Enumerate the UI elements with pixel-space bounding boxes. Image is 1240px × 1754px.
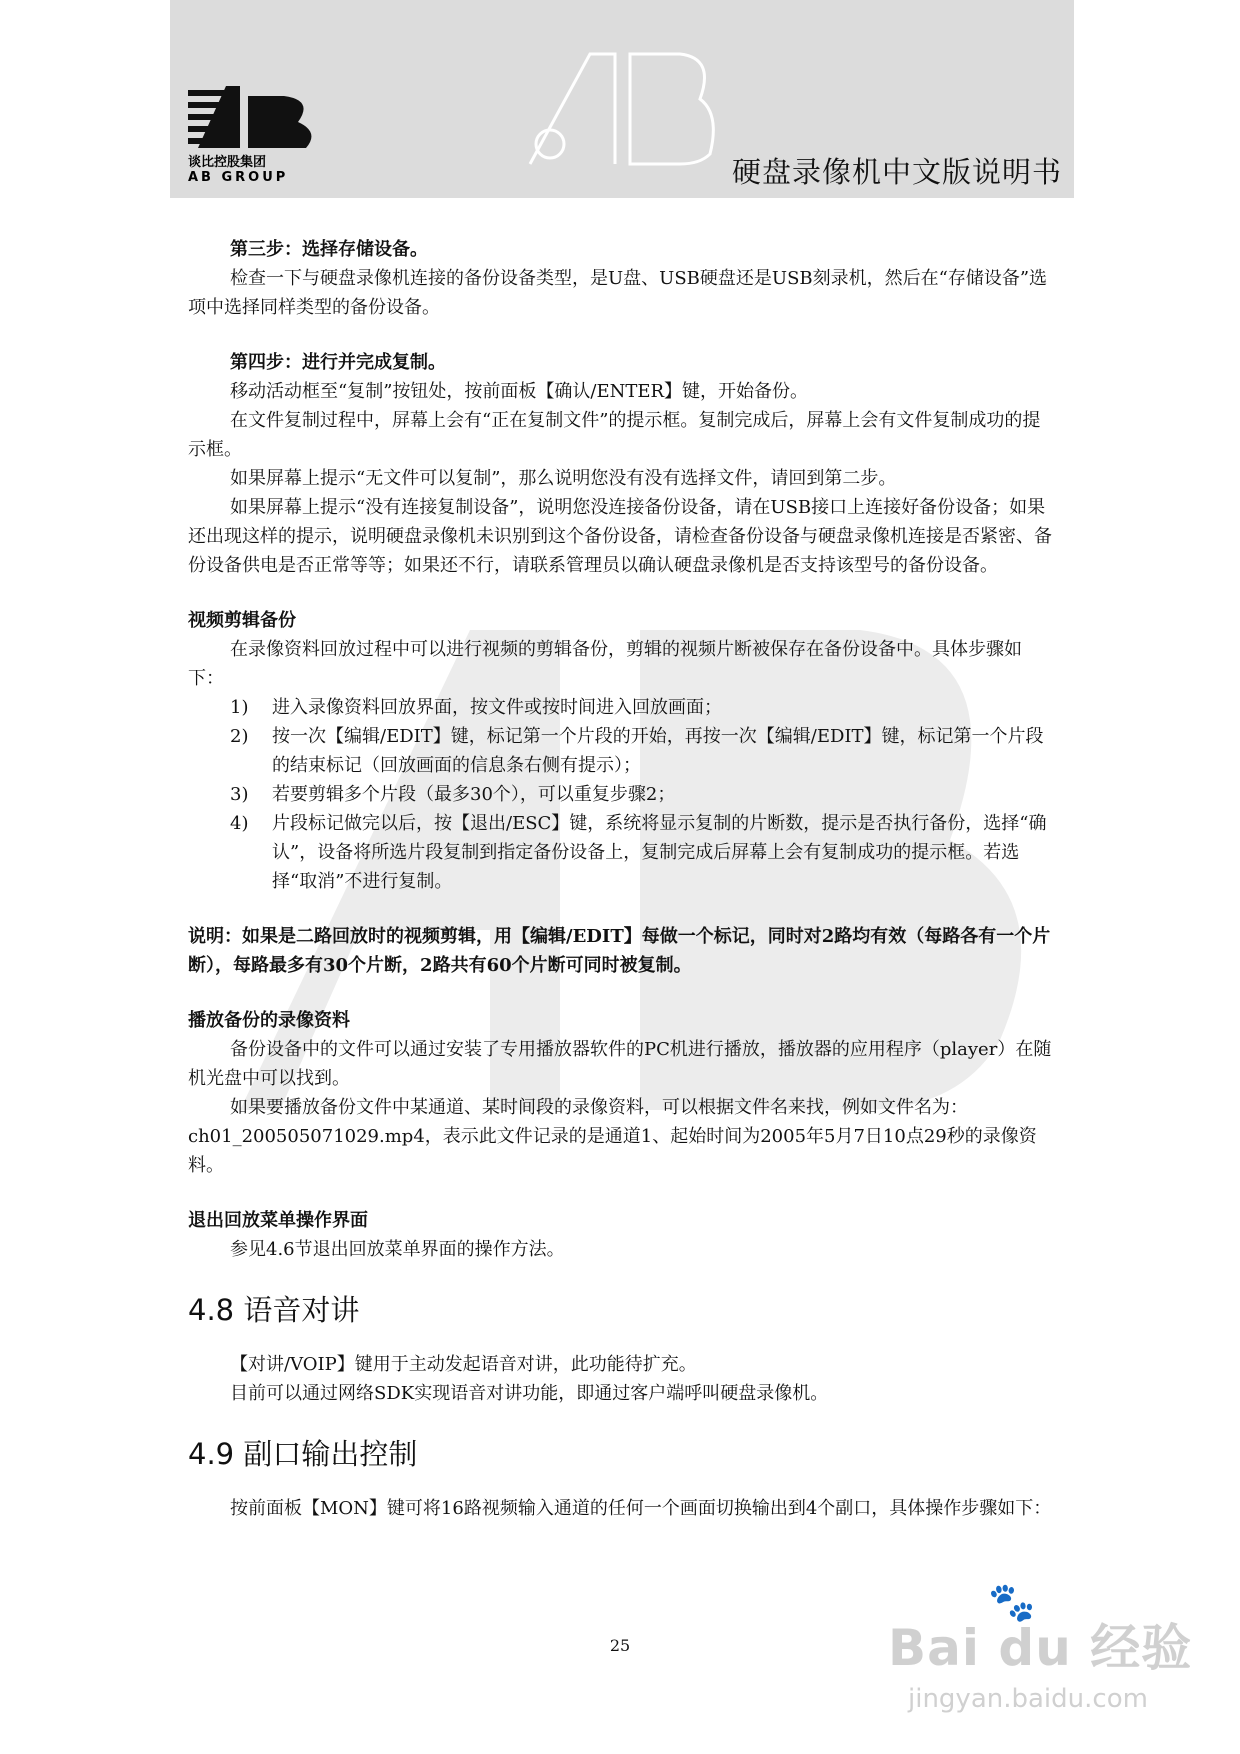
list-item [188, 809, 1056, 896]
watermark-brand: Bai du 经验 [888, 1619, 1193, 1677]
clip-steps-list [188, 693, 1056, 896]
list-item-text: 进入录像资料回放界面，按文件或按时间进入回放画面； [272, 697, 722, 718]
section-4-8-title: 4.8 语音对讲 [188, 1293, 360, 1327]
list-item-number: 4) [230, 813, 249, 834]
list-item-number: 2) [230, 726, 249, 747]
clip-heading: 视频剪辑备份 [188, 610, 296, 631]
list-item [188, 780, 1056, 809]
page-number: 25 [609, 1636, 631, 1655]
step3-heading: 第三步：选择存储设备。 [230, 239, 428, 260]
list-item-text: 片段标记做完以后，按【退出/ESC】键，系统将显示复制的片断数，提示是否执行备份，选择“确认”，设备将所选片段复制到指定备份设备上，复制完成后屏幕上会有复制成功的提示框。若选择“取消”不进行复制。 [272, 813, 1047, 892]
section-4-9-title: 4.9 副口输出控制 [188, 1437, 418, 1471]
page-content [188, 235, 1056, 1523]
play-heading: 播放备份的录像资料 [188, 1010, 350, 1031]
exit-paragraph: 参见4.6节退出回放菜单界面的操作方法。 [230, 1239, 565, 1260]
step4-paragraph-3: 如果屏幕上提示“无文件可以复制”，那么说明您没有没有选择文件，请回到第二步。 [230, 468, 897, 489]
list-item-number: 1) [230, 697, 249, 718]
section-4-8-paragraph-2: 目前可以通过网络SDK实现语音对讲功能，即通过客户端呼叫硬盘录像机。 [230, 1383, 829, 1404]
step3-paragraph: 检查一下与硬盘录像机连接的备份设备类型，是U盘、USB硬盘还是USB刻录机，然后在“存储设备”选项中选择同样类型的备份设备。 [188, 268, 1048, 318]
list-item [188, 722, 1056, 780]
note-paragraph: 说明：如果是二路回放时的视频剪辑，用【编辑/EDIT】每做一个标记，同时对2路均有效（每路各有一个片断），每路最多有30个片断，2路共有60个片断可同时被复制。 [188, 926, 1051, 976]
list-item-text: 按一次【编辑/EDIT】键，标记第一个片段的开始，再按一次【编辑/EDIT】键，标记第一个片段的结束标记（回放画面的信息条右侧有提示）； [272, 726, 1044, 776]
section-4-9-paragraph-1: 按前面板【MON】键可将16路视频输入通道的任何一个画面切换输出到4个副口，具体操作步骤如下： [230, 1498, 1052, 1519]
header-ab-emblem [520, 44, 720, 184]
step4-paragraph-4: 如果屏幕上提示“没有连接复制设备”，说明您没连接备份设备，请在USB接口上连接好备份设备；如果还出现这样的提示，说明硬盘录像机未识别到这个备份设备，请检查备份设备与硬盘录像机连接是否紧密、备份设备供电是否正常等等；如果还不行，请联系管理员以确认硬盘录像机是否支持该型号的备份设备。 [188, 497, 1052, 576]
document-title: 硬盘录像机中文版说明书 [732, 155, 1063, 189]
play-paragraph-2: 如果要播放备份文件中某通道、某时间段的录像资料，可以根据文件名来找，例如文件名为：ch01_200505071029.mp4，表示此文件记录的是通道1、起始时间为2005年5月7日10点29秒的录像资料。 [188, 1097, 1037, 1176]
step4-paragraph-1: 移动活动框至“复制”按钮处，按前面板【确认/ENTER】键，开始备份。 [230, 381, 809, 402]
list-item-text: 若要剪辑多个片段（最多30个），可以重复步骤2； [272, 784, 676, 805]
svg-text:谈比控股集团: 谈比控股集团 [188, 155, 267, 170]
play-paragraph-1: 备份设备中的文件可以通过安装了专用播放器软件的PC机进行播放，播放器的应用程序（player）在随机光盘中可以找到。 [188, 1039, 1052, 1089]
svg-text:AB GROUP: AB GROUP [188, 170, 289, 185]
paw-icon: 🐾 [988, 1580, 1036, 1624]
watermark-domain: jingyan.baidu.com [908, 1684, 1148, 1714]
list-item-number: 3) [230, 784, 249, 805]
step4-paragraph-2: 在文件复制过程中，屏幕上会有“正在复制文件”的提示框。复制完成后，屏幕上会有文件复制成功的提示框。 [188, 410, 1041, 460]
baidu-watermark [888, 1580, 1193, 1714]
clip-intro: 在录像资料回放过程中可以进行视频的剪辑备份，剪辑的视频片断被保存在备份设备中。具体步骤如下： [188, 639, 1022, 689]
section-4-8-paragraph-1: 【对讲/VOIP】键用于主动发起语音对讲，此功能待扩充。 [230, 1354, 697, 1375]
step4-heading: 第四步：进行并完成复制。 [230, 352, 446, 373]
list-item [188, 693, 1056, 722]
exit-heading: 退出回放菜单操作界面 [188, 1210, 368, 1231]
ab-group-logo [188, 86, 328, 192]
